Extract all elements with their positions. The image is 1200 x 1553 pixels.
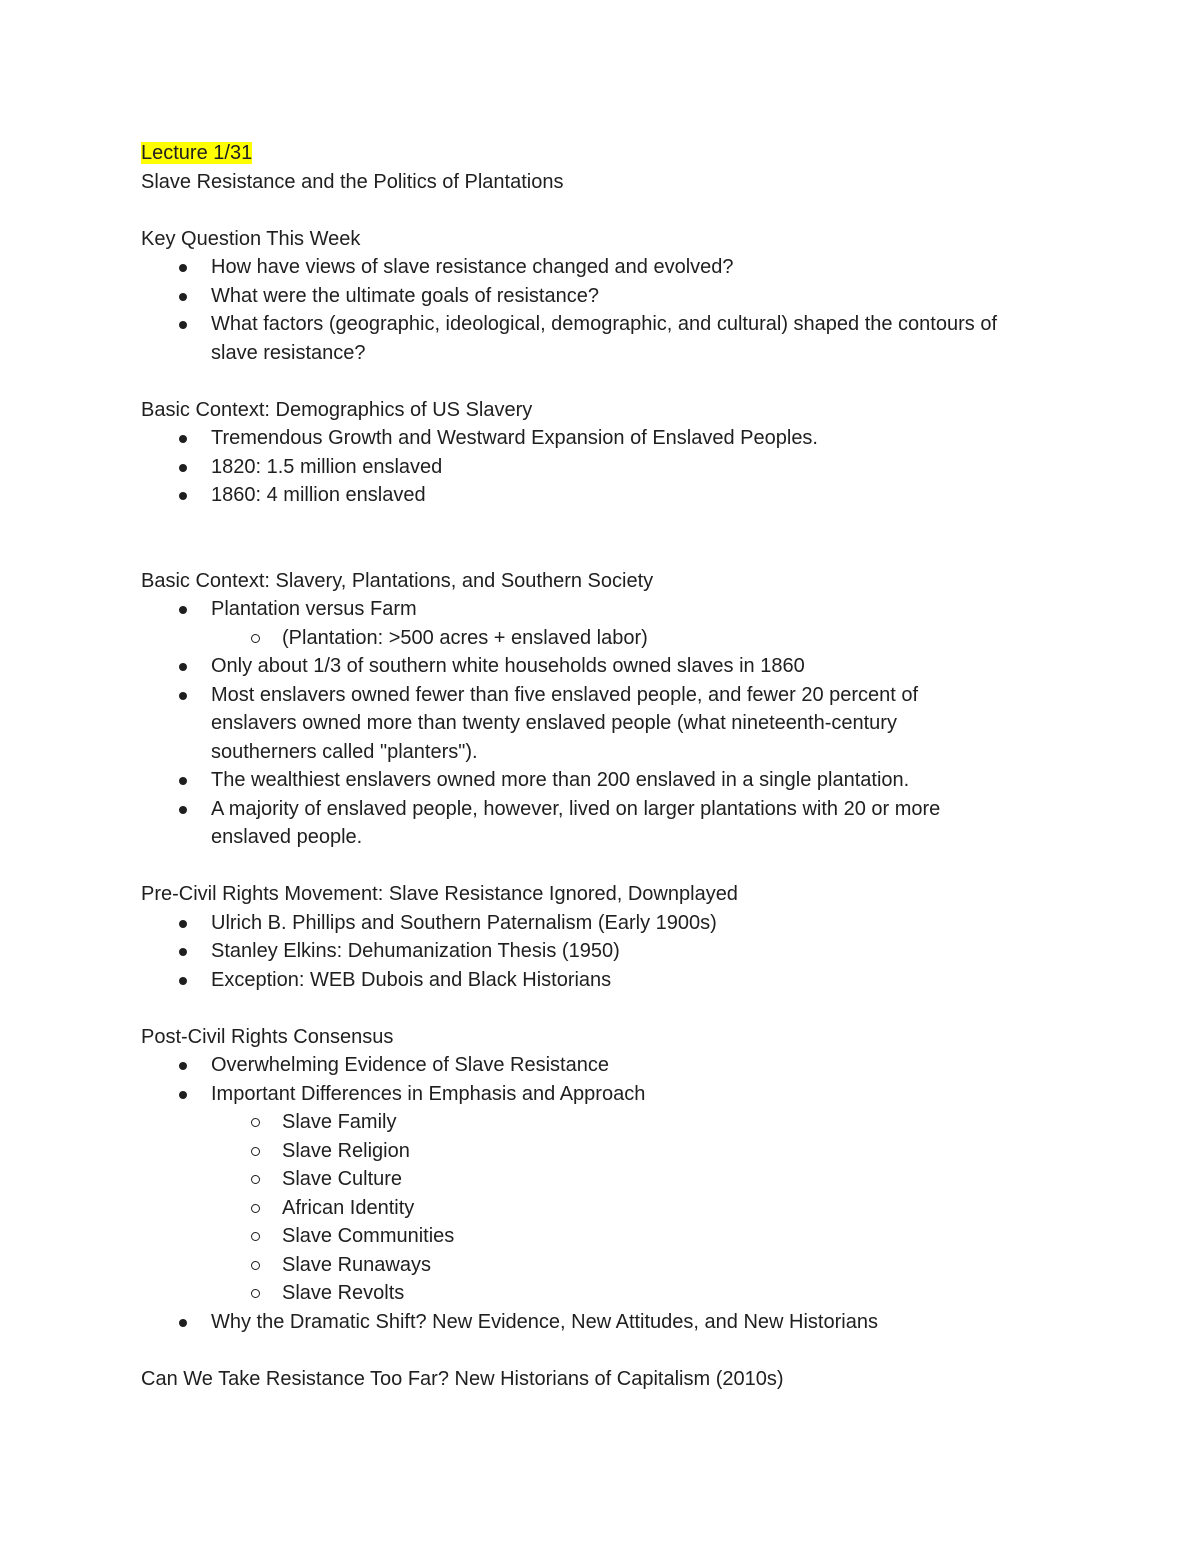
bullet-item: Why the Dramatic Shift? New Evidence, New Attitudes, and New Historians xyxy=(211,1308,1061,1337)
bullet-item: Ulrich B. Phillips and Southern Paternalism (Early 1900s) xyxy=(211,909,1061,938)
lecture-label xyxy=(141,139,1061,168)
section-heading: Post-Civil Rights Consensus xyxy=(141,1025,394,1048)
spacer xyxy=(141,852,1061,881)
lecture-label-highlight: Lecture 1/31 xyxy=(141,142,253,164)
sub-bullet-list xyxy=(211,1108,1061,1308)
bullet-item: 1820: 1.5 million enslaved xyxy=(211,453,1061,482)
sub-bullet-item: Slave Runaways xyxy=(282,1251,1061,1280)
bullet-item: 1860: 4 million enslaved xyxy=(211,481,1061,510)
bullet-item: Stanley Elkins: Dehumanization Thesis (1950) xyxy=(211,937,1061,966)
section-heading: Basic Context: Demographics of US Slavery xyxy=(141,398,533,421)
section-heading: Basic Context: Slavery, Plantations, and Southern Society xyxy=(141,569,654,592)
bullet-list xyxy=(141,253,1061,367)
bullet-item: Only about 1/3 of southern white households owned slaves in 1860 xyxy=(211,652,1061,681)
section-heading: Pre-Civil Rights Movement: Slave Resistance Ignored, Downplayed xyxy=(141,883,738,905)
bullet-item: The wealthiest enslavers owned more than 200 enslaved in a single plantation. xyxy=(211,766,1061,795)
bullet-list xyxy=(141,595,1061,852)
document-page xyxy=(141,139,1061,1393)
bullet-item: Most enslavers owned fewer than five enslaved people, and fewer 20 percent of enslavers owned more than twenty enslaved people (what nineteenth-century southerners called "planters"). xyxy=(211,681,1061,767)
spacer xyxy=(141,367,1061,396)
bullet-item: Overwhelming Evidence of Slave Resistance xyxy=(211,1051,1061,1080)
bullet-item xyxy=(211,595,1061,652)
bullet-item: What were the ultimate goals of resistance? xyxy=(211,282,1061,311)
bullet-item xyxy=(211,1080,1061,1308)
bullet-item-text: Important Differences in Emphasis and Approach xyxy=(211,1082,646,1105)
bullet-item: Exception: WEB Dubois and Black Historians xyxy=(211,966,1061,995)
bullet-item: What factors (geographic, ideological, demographic, and cultural) shaped the contours of slave resistance? xyxy=(211,310,1061,367)
sub-bullet-item: African Identity xyxy=(282,1194,1061,1223)
bullet-list xyxy=(141,1051,1061,1336)
section-heading: Can We Take Resistance Too Far? New Historians of Capitalism (2010s) xyxy=(141,1367,784,1390)
bullet-list xyxy=(141,909,1061,995)
bullet-item: How have views of slave resistance changed and evolved? xyxy=(211,253,1061,282)
sub-bullet-item: Slave Culture xyxy=(282,1165,1061,1194)
spacer xyxy=(141,196,1061,225)
sub-bullet-list xyxy=(211,624,1061,653)
spacer xyxy=(141,1336,1061,1365)
bullet-item: A majority of enslaved people, however, lived on larger plantations with 20 or more enslaved people. xyxy=(211,795,1061,852)
bullet-item-text: Plantation versus Farm xyxy=(211,598,417,620)
sub-bullet-item: Slave Religion xyxy=(282,1137,1061,1166)
section-heading: Key Question This Week xyxy=(141,227,361,250)
sub-bullet-item: (Plantation: >500 acres + enslaved labor) xyxy=(282,624,1061,653)
bullet-list xyxy=(141,424,1061,510)
spacer xyxy=(141,994,1061,1023)
spacer xyxy=(141,510,1061,567)
sub-bullet-item: Slave Revolts xyxy=(282,1279,1061,1308)
sub-bullet-item: Slave Family xyxy=(282,1108,1061,1137)
lecture-title: Slave Resistance and the Politics of Plantations xyxy=(141,170,564,193)
sub-bullet-item: Slave Communities xyxy=(282,1222,1061,1251)
bullet-item: Tremendous Growth and Westward Expansion of Enslaved Peoples. xyxy=(211,424,1061,453)
